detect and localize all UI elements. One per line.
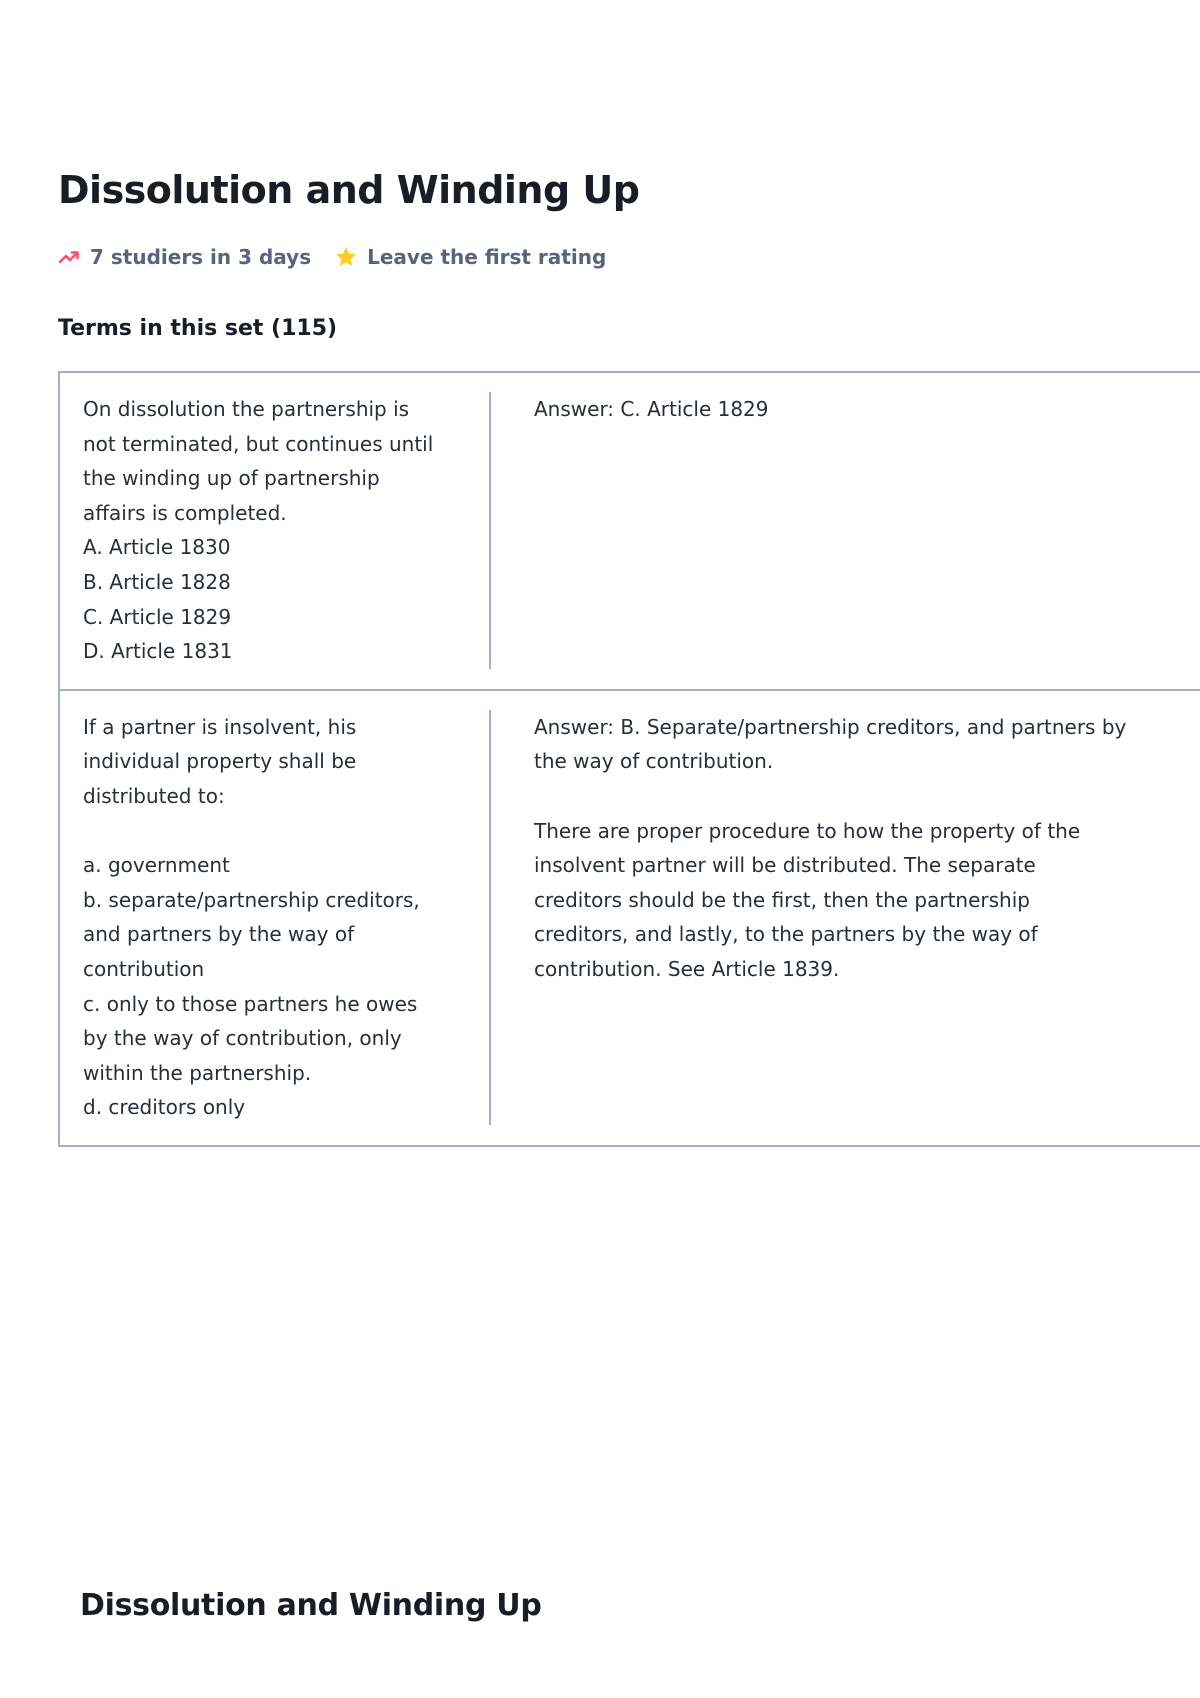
terms-heading: Terms in this set (115) — [58, 316, 338, 341]
rating-label[interactable]: Leave the first rating — [367, 245, 607, 269]
trending-up-icon — [58, 246, 80, 268]
term-row — [60, 373, 1200, 689]
footer-title: Dissolution and Winding Up — [80, 1588, 542, 1623]
definition-text: Answer: B. Separate/partnership creditors, and partners by the way of contribution. There are proper procedure to how the property of the insolvent partner will be distributed. The separate creditors should be the first, then the partnership creditors, and lastly, to the partners by the way of contribution. See Article 1839. — [534, 714, 1127, 981]
term-text: If a partner is insolvent, his individual property shall be distributed to: a. government b. separate/partnership creditors, and partners by the way of contribution c. only to those partners he owes by the way of contribution, only within the partnership. d. creditors only — [60, 710, 491, 1125]
page-title: Dissolution and Winding Up — [58, 168, 640, 212]
set-meta — [58, 243, 606, 271]
rating-link[interactable] — [335, 245, 606, 269]
definition-text: Answer: C. Article 1829 — [534, 397, 769, 421]
term-row — [60, 689, 1200, 1145]
term-text: On dissolution the partnership is not terminated, but continues until the winding up of partnership affairs is completed. A. Article 1830 B. Article 1828 C. Article 1829 D. Article 1831 — [60, 392, 491, 669]
terms-table — [58, 371, 1200, 1147]
studiers-stat — [58, 245, 311, 269]
studiers-label: 7 studiers in 3 days — [90, 245, 312, 269]
star-icon — [335, 246, 357, 268]
